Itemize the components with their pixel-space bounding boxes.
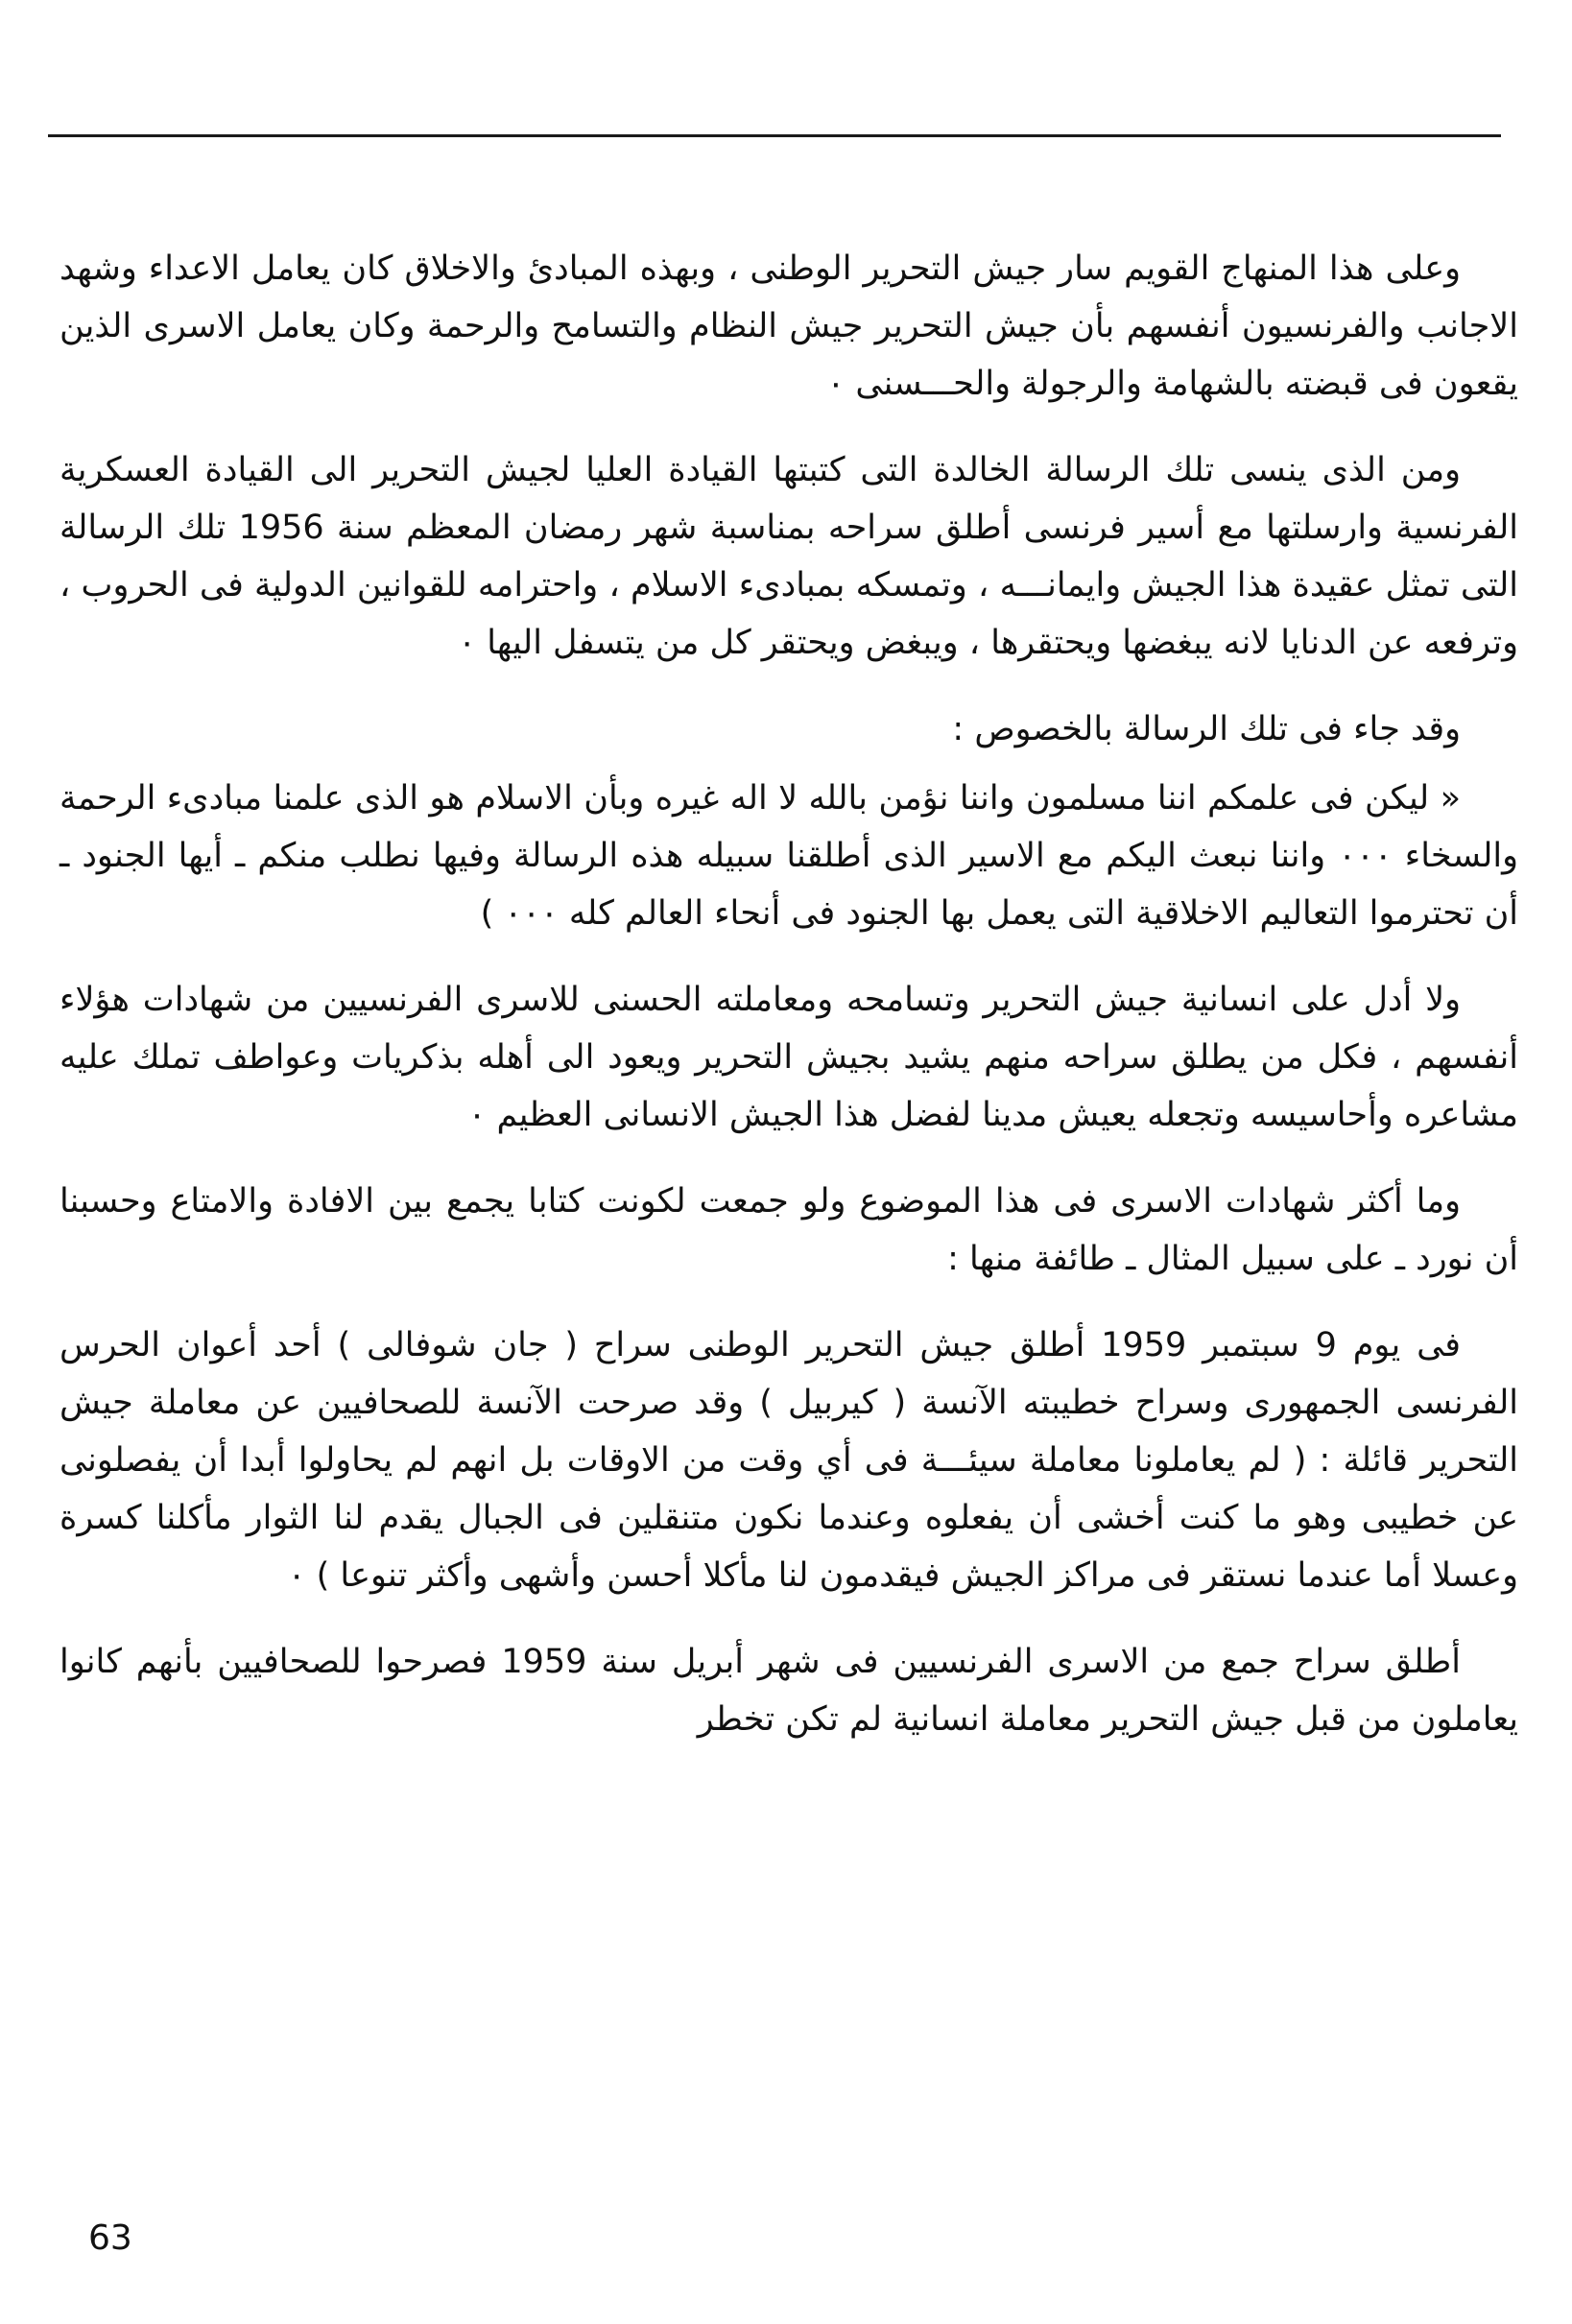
paragraph: وما أكثر شهادات الاسرى فى هذا الموضوع ولو جمعت لكونت كتابا يجمع بين الافادة والامتاع وحسبنا أن نورد ـ على سبيل المثال ـ طائفة منها :: [60, 1182, 1518, 1278]
paragraph: أطلق سراح جمع من الاسرى الفرنسيين فى شهر أبريل سنة 1959 فصرحوا للصحافيين بأنهم كانوا يعاملون من قبل جيش التحرير معاملة انسانية لم تكن تخطر: [60, 1643, 1518, 1739]
page-number: 63: [88, 2218, 132, 2258]
body-text: [60, 240, 1518, 1777]
paragraph: ومن الذى ينسى تلك الرسالة الخالدة التى كتبتها القيادة العليا لجيش التحرير الى القيادة العسكرية الفرنسية وارسلتها مع أسير فرنسى أطلق سراحه بمناسبة شهر رمضان المعظم سنة 1956 تلك الرسالة التى تمثل عقيدة هذا الجيش وايمانـــه ، وتمسكه بمبادىء الاسلام ، واحترامه للقوانين الدولية فى الحروب ، وترفعه عن الدنايا لانه يبغضها ويحتقرها ، ويبغض ويحتقر كل من يتسفل اليها ٠: [60, 451, 1518, 662]
paragraph: فى يوم 9 سبتمبر 1959 أطلق جيش التحرير الوطنى سراح ( جان شوفالى ) أحد أعوان الحرس الفرنسى الجمهورى وسراح خطيبته الآنسة ( كيربيل ) وقد صرحت الآنسة للصحافيين عن معاملة جيش التحرير قائلة : ( لم يعاملونا معاملة سيئـــة فى أي وقت من الاوقات بل انهم لم يحاولوا أبدا أن يفصلونى عن خطيبى وهو ما كنت أخشى أن يفعلوه وعندما نكون متنقلين فى الجبال يقدم لنا الثوار مأكلنا كسرة وعسلا أما عندما نستقر فى مراكز الجيش فيقدمون لنا مأكلا أحسن وأشهى وأكثر تنوعا ) ٠: [60, 1326, 1518, 1595]
paragraph: ولا أدل على انسانية جيش التحرير وتسامحه ومعاملته الحسنى للاسرى الفرنسيين من شهادات هؤلاء أنفسهم ، فكل من يطلق سراحه منهم يشيد بجيش التحرير ويعود الى أهله بذكريات وعواطف تملك عليه مشاعره وأحاسيسه وتجعله يعيش مدينا لفضل هذا الجيش الانسانى العظيم ٠: [60, 981, 1518, 1134]
header-rule: [48, 134, 1501, 137]
paragraph: وعلى هذا المنهاج القويم سار جيش التحرير الوطنى ، وبهذه المبادئ والاخلاق كان يعامل الاعداء وشهد الاجانب والفرنسيون أنفسهم بأن جيش التحرير جيش النظام والتسامح والرحمة وكان يعامل الاسرى الذين يقعون فى قبضته بالشهامة والرجولة والحـــسنى ٠: [60, 249, 1518, 403]
paragraph: وقد جاء فى تلك الرسالة بالخصوص :: [952, 710, 1461, 748]
quoted-letter: « ليكن فى علمكم اننا مسلمون واننا نؤمن بالله لا اله غيره وبأن الاسلام هو الذى علمنا مبادىء الرحمة والسخاء ٠٠٠ واننا نبعث اليكم مع الاسير الذى أطلقنا سبيله هذه الرسالة وفيها نطلب منكم ـ أيها الجنود ـ أن تحترموا التعاليم الاخلاقية التى يعمل بها الجنود فى أنحاء العالم كله ٠٠٠ ): [60, 779, 1518, 933]
